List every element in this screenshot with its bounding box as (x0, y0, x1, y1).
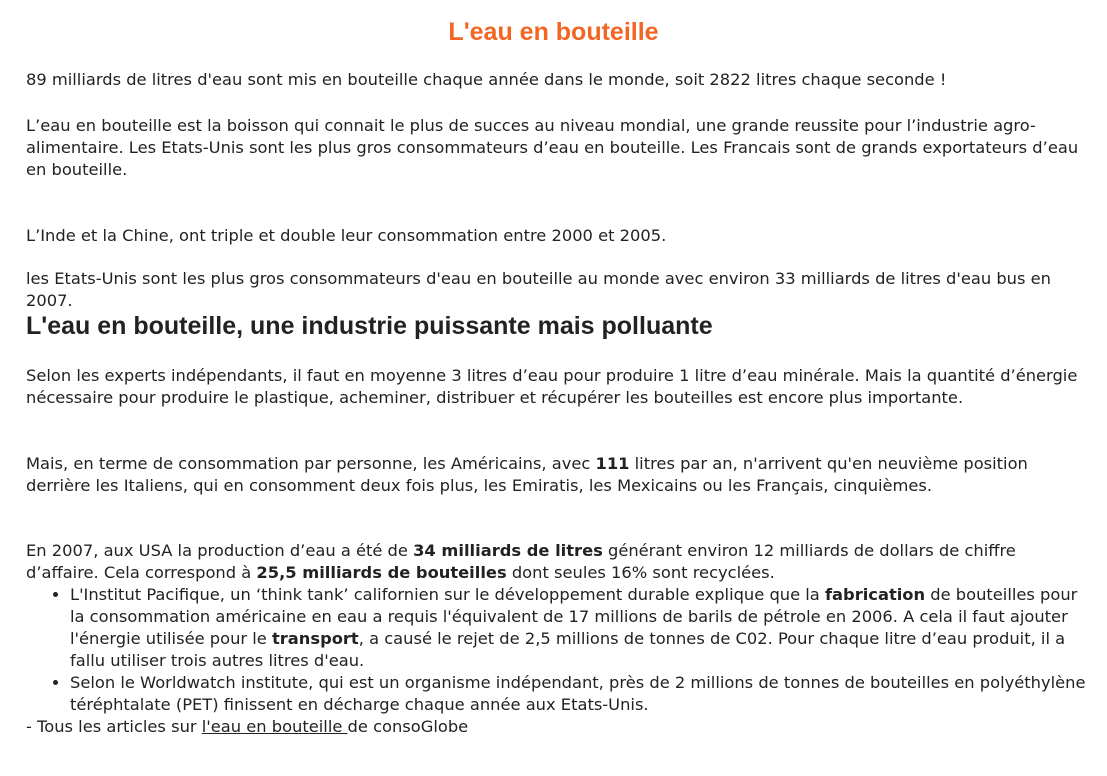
section-paragraph-1: Selon les experts indépendants, il faut en moyenne 3 litres d’eau pour produire 1 litre d’eau minérale. Mais la quantité d’énergie nécessaire pour produire le plastique, acheminer, distribuer et récupérer les bouteilles est encore plus importante. (26, 366, 1078, 407)
intro-paragraph-1: 89 milliards de litres d'eau sont mis en bouteille chaque année dans le monde, soit 2822 litres chaque seconde ! (26, 70, 947, 89)
bold-34-milliards-litres: 34 milliards de litres (413, 541, 603, 560)
text-segment: litres par an, n'arrivent qu'en neuvième position derrière les Italiens, qui en consomment deux fois plus, les Emiratis, les Mexicains ou les Français, cinquièmes. (26, 454, 1028, 495)
text-segment: Mais, en terme de consommation par personne, les Américains, avec (26, 454, 596, 473)
text-segment: générant environ 12 milliards de dollars de chiffre d’affaire. Cela correspond à (26, 541, 1016, 582)
bold-fabrication: fabrication (824, 585, 926, 604)
footer-prefix: - Tous les articles sur (26, 717, 202, 736)
section-paragraph-2 (26, 453, 1086, 497)
footer-suffix: de consoGlobe (347, 717, 469, 736)
text-segment: En 2007, aux USA la production d’eau a été de (26, 541, 414, 560)
text-segment: , a causé le rejet de 2,5 millions de tonnes de C02. Pour chaque litre d’eau produit, il a fallu utiliser trois autres litres d'eau. (70, 629, 1066, 670)
page-title: L'eau en bouteille (448, 18, 659, 46)
list-item (70, 584, 1086, 672)
footer-line (26, 716, 1086, 738)
intro-paragraph-3: L’Inde et la Chine, ont triple et double leur consommation entre 2000 et 2005. (26, 226, 667, 245)
bullet-list (26, 584, 1086, 716)
bold-transport: transport (271, 629, 359, 648)
section-heading: L'eau en bouteille, une industrie puissante mais polluante (26, 312, 713, 340)
text-segment: de bouteilles pour la consommation américaine en eau a requis l'équivalent de 17 millions de barils de pétrole en 2006. A cela il faut ajouter l'énergie utilisée pour le (70, 585, 1078, 648)
section-paragraph-3 (26, 540, 1086, 584)
text-segment: dont seules 16% sont recyclées. (506, 563, 775, 582)
bold-figure-111: 111 (595, 454, 630, 473)
eau-en-bouteille-link[interactable]: l'eau en bouteille (201, 717, 348, 736)
bold-25-5-milliards-bouteilles: 25,5 milliards de bouteilles (256, 563, 507, 582)
intro-paragraph-2: L’eau en bouteille est la boisson qui connait le plus de succes au niveau mondial, une grande reussite pour l’industrie agro-alimentaire. Les Etats-Unis sont les plus gros consommateurs d’eau en bouteille. Les Francais sont de grands exportateurs d’eau en bouteille. (26, 116, 1079, 179)
list-item: • Selon le Worldwatch institute, qui est un organisme indépendant, près de 2 millions de tonnes de bouteilles en polyéthylène téréphtalate (PET) finissent en décharge chaque année aux Etats-Unis. (70, 672, 1086, 716)
intro-paragraph-4: les Etats-Unis sont les plus gros consommateurs d'eau en bouteille au monde avec environ 33 milliards de litres d'eau bus en 2007. (26, 269, 1051, 310)
text-segment: L'Institut Pacifique, un ‘think tank’ californien sur le développement durable explique que la (70, 585, 825, 604)
